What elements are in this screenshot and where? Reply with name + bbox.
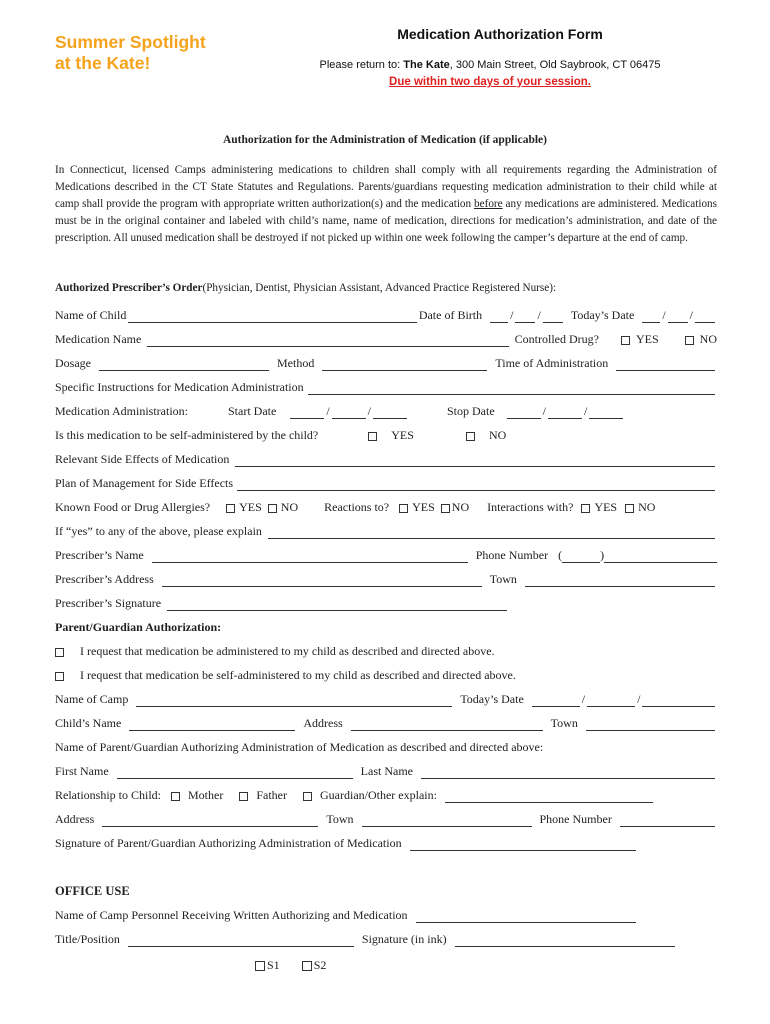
label-interactions: Interactions with? — [487, 500, 574, 514]
request-self-label: I request that medication be self-administered to my child as described and directed above. — [80, 668, 516, 682]
label-title-position: Title/Position — [55, 932, 120, 946]
interactions-yes-label: YES — [594, 500, 618, 514]
allergies-yes-label: YES — [239, 500, 262, 514]
self-admin-no-checkbox[interactable] — [466, 432, 475, 441]
label-child-town: Town — [550, 716, 578, 730]
first-name-field[interactable] — [117, 766, 353, 779]
label-first-name: First Name — [55, 764, 109, 778]
label-name-of-camp: Name of Camp — [55, 692, 129, 706]
label-medication-name: Medication Name — [55, 332, 142, 346]
camp-name-field[interactable] — [136, 694, 452, 707]
row-dosage — [55, 355, 717, 371]
interactions-no-checkbox[interactable] — [625, 504, 634, 513]
reactions-yes-label: YES — [412, 500, 435, 514]
reactions-yes-checkbox[interactable] — [399, 504, 408, 513]
s2-label: S2 — [313, 958, 327, 972]
label-signature-ink: Signature (in ink) — [361, 932, 447, 946]
office-use-heading: OFFICE USE — [55, 884, 130, 898]
row-prescriber-name: Prescriber’s Name Phone Number ( ) — [55, 547, 717, 563]
child-address-field[interactable] — [351, 718, 543, 731]
row-allergies — [55, 499, 717, 515]
row-authorizing-name — [55, 739, 717, 755]
row-relationship — [55, 787, 717, 803]
label-childs-name: Child’s Name — [55, 716, 122, 730]
intro-part-2: any medications are administered. Medications must be in the original container and labeled with child’s name, name of medication, directions for medication’s administration, and date of the prescription. All unused medication shall be destroyed if not picked up within one week following the camper’s departure at the end of camp. — [55, 198, 717, 244]
authorization-heading: Authorization for the Administration of Medication (if applicable) — [222, 134, 547, 146]
today-year-field[interactable] — [695, 310, 715, 323]
child-town-field[interactable] — [586, 718, 715, 731]
label-stop-date: Stop Date — [447, 404, 495, 418]
label-prescriber-address: Prescriber’s Address — [55, 572, 154, 586]
dob-year-field[interactable] — [543, 310, 563, 323]
reactions-no-label: NO — [451, 500, 470, 514]
prescriber-signature-field[interactable] — [167, 598, 507, 611]
return-street: , 300 Main Street, Old Saybrook, CT 06475 — [449, 59, 661, 71]
controlled-yes-label: YES — [635, 332, 659, 346]
row-first-last-name — [55, 763, 717, 779]
phone-number-field[interactable] — [604, 550, 717, 563]
interactions-yes-checkbox[interactable] — [581, 504, 590, 513]
return-prefix: Please return to: — [319, 59, 404, 71]
dob-month-field[interactable] — [490, 310, 508, 323]
return-address — [290, 59, 690, 71]
stop-day-field[interactable] — [548, 406, 582, 419]
parent-heading: Parent/Guardian Authorization: — [55, 620, 222, 634]
parent-address-field[interactable] — [102, 814, 318, 827]
request-self-checkbox[interactable] — [55, 672, 64, 681]
request-administered-checkbox[interactable] — [55, 648, 64, 657]
label-town: Town — [489, 572, 517, 586]
due-note: Due within two days of your session. — [389, 76, 591, 88]
parent-today-month-field[interactable] — [532, 694, 580, 707]
row-medication-name — [55, 331, 717, 347]
allergies-no-label: NO — [280, 500, 299, 514]
row-plan-side-effects — [55, 475, 717, 491]
today-day-field[interactable] — [668, 310, 688, 323]
dosage-field[interactable] — [99, 358, 269, 371]
childs-name-field[interactable] — [129, 718, 295, 731]
father-checkbox[interactable] — [239, 792, 248, 801]
intro-emphasis: before — [474, 198, 503, 210]
label-if-yes: If “yes” to any of the above, please explain — [55, 524, 262, 538]
label-controlled-drug: Controlled Drug? — [514, 332, 599, 346]
label-side-effects: Relevant Side Effects of Medication — [55, 452, 230, 466]
s2-checkbox[interactable] — [302, 961, 312, 971]
start-year-field[interactable] — [373, 406, 407, 419]
plan-side-effects-field[interactable] — [237, 478, 715, 491]
parent-town-field[interactable] — [362, 814, 532, 827]
label-phone-number: Phone Number — [475, 548, 549, 562]
if-yes-field[interactable] — [268, 526, 715, 539]
parent-signature-field[interactable] — [410, 838, 636, 851]
time-of-administration-field[interactable] — [616, 358, 715, 371]
title-position-field[interactable] — [128, 934, 354, 947]
label-start-date: Start Date — [227, 404, 277, 418]
label-time-of-administration: Time of Administration — [495, 356, 609, 370]
label-specific-instructions: Specific Instructions for Medication Administration — [55, 380, 304, 394]
row-title-signature — [55, 931, 717, 947]
prescriber-heading: Authorized Prescriber’s Order — [55, 282, 203, 294]
row-request-self — [55, 667, 717, 683]
label-allergies: Known Food or Drug Allergies? — [55, 500, 211, 514]
return-name: The Kate — [403, 59, 450, 71]
label-parent-town: Town — [326, 812, 354, 826]
child-name-field[interactable] — [128, 310, 416, 323]
controlled-no-label: NO — [699, 332, 717, 346]
label-authorizing-name: Name of Parent/Guardian Authorizing Administration of Medication as described and directed above: — [55, 740, 544, 754]
row-camp-personnel — [55, 907, 717, 923]
controlled-no-checkbox[interactable] — [685, 336, 694, 345]
row-if-yes — [55, 523, 717, 539]
signature-ink-field[interactable] — [455, 934, 675, 947]
row-prescriber-signature — [55, 595, 717, 611]
parent-today-day-field[interactable] — [587, 694, 635, 707]
request-administered-label: I request that medication be administered to my child as described and directed above. — [80, 644, 495, 658]
prescriber-address-field[interactable] — [162, 574, 482, 587]
label-plan-side-effects: Plan of Management for Side Effects — [55, 476, 234, 490]
start-month-field[interactable] — [290, 406, 324, 419]
stop-year-field[interactable] — [589, 406, 623, 419]
allergies-yes-checkbox[interactable] — [226, 504, 235, 513]
intro-paragraph — [55, 162, 717, 247]
today-month-field[interactable] — [642, 310, 660, 323]
self-admin-no-label: NO — [488, 428, 507, 442]
specific-instructions-field[interactable] — [308, 382, 715, 395]
label-self-administered: Is this medication to be self-administered by the child? — [55, 428, 319, 442]
label-prescriber-signature: Prescriber’s Signature — [55, 596, 162, 610]
label-medication-administration: Medication Administration: — [55, 404, 188, 418]
row-side-effects — [55, 451, 717, 467]
last-name-field[interactable] — [421, 766, 715, 779]
stop-month-field[interactable] — [507, 406, 541, 419]
allergies-no-checkbox[interactable] — [268, 504, 277, 513]
intro-part-1: In Connecticut, licensed Camps administering medications to children shall comply with all requirements regarding the Administration of Medications described in the CT State Statutes and Regulations. Parents/guardians requesting medication administration to their child while at camp shall provide the program with appropriate written authorization(s) and the medication — [55, 164, 717, 210]
row-session-codes — [55, 957, 717, 973]
row-parent-heading — [55, 619, 717, 635]
row-child-address — [55, 715, 717, 731]
label-parent-phone: Phone Number — [539, 812, 612, 826]
guardian-other-checkbox[interactable] — [303, 792, 312, 801]
logo-line-2: at the Kate! — [55, 53, 151, 73]
side-effects-field[interactable] — [235, 454, 715, 467]
label-name-of-child: Name of Child — [55, 308, 127, 322]
parent-phone-field[interactable] — [620, 814, 715, 827]
label-method: Method — [277, 356, 315, 370]
label-todays-date: Today’s Date — [570, 308, 635, 322]
label-parent-signature: Signature of Parent/Guardian Authorizing Administration of Medication — [55, 836, 402, 850]
row-parent-address — [55, 811, 717, 827]
controlled-yes-checkbox[interactable] — [621, 336, 630, 345]
phone-area-code-field[interactable] — [562, 550, 600, 563]
label-last-name: Last Name — [360, 764, 413, 778]
self-admin-yes-label: YES — [391, 428, 414, 442]
camp-personnel-field[interactable] — [416, 910, 636, 923]
start-day-field[interactable] — [332, 406, 366, 419]
father-label: Father — [256, 788, 287, 802]
label-relationship: Relationship to Child: — [55, 788, 162, 802]
dob-day-field[interactable] — [515, 310, 535, 323]
label-address: Address — [303, 716, 343, 730]
parent-today-year-field[interactable] — [642, 694, 715, 707]
row-prescriber-address — [55, 571, 717, 587]
label-reactions: Reactions to? — [324, 500, 390, 514]
medication-name-field[interactable] — [147, 334, 508, 347]
s1-checkbox[interactable] — [255, 961, 265, 971]
s1-label: S1 — [267, 958, 280, 972]
guardian-other-label: Guardian/Other explain: — [320, 788, 437, 802]
label-parent-todays-date: Today’s Date — [460, 692, 524, 706]
row-child-name: Name of Child Date of Birth / / Today’s Date / / — [55, 307, 717, 323]
form-title: Medication Authorization Form — [397, 26, 603, 42]
prescriber-heading-row — [55, 278, 717, 294]
mother-label: Mother — [188, 788, 224, 802]
row-request-administered — [55, 643, 717, 659]
self-admin-yes-checkbox[interactable] — [368, 432, 377, 441]
row-administration-dates: Medication Administration: Start Date / / Stop Date / / — [55, 403, 717, 419]
camp-logo — [55, 32, 206, 74]
label-prescriber-name: Prescriber’s Name — [55, 548, 144, 562]
logo-line-1: Summer Spotlight — [55, 32, 206, 52]
prescriber-town-field[interactable] — [525, 574, 715, 587]
row-parent-signature — [55, 835, 717, 851]
row-camp-name: Name of Camp Today’s Date / / — [55, 691, 717, 707]
prescriber-name-field[interactable] — [152, 550, 468, 563]
label-parent-address: Address — [55, 812, 95, 826]
interactions-no-label: NO — [638, 500, 656, 514]
guardian-other-field[interactable] — [445, 790, 653, 803]
prescriber-heading-note: (Physician, Dentist, Physician Assistant, Advanced Practice Registered Nurse): — [202, 282, 557, 294]
reactions-no-checkbox[interactable] — [441, 504, 450, 513]
mother-checkbox[interactable] — [171, 792, 180, 801]
row-specific-instructions — [55, 379, 717, 395]
method-field[interactable] — [322, 358, 487, 371]
label-camp-personnel: Name of Camp Personnel Receiving Written Authorizing and Medication — [55, 908, 408, 922]
label-dosage: Dosage — [55, 356, 91, 370]
row-self-administered — [55, 427, 717, 443]
label-date-of-birth: Date of Birth — [418, 308, 483, 322]
